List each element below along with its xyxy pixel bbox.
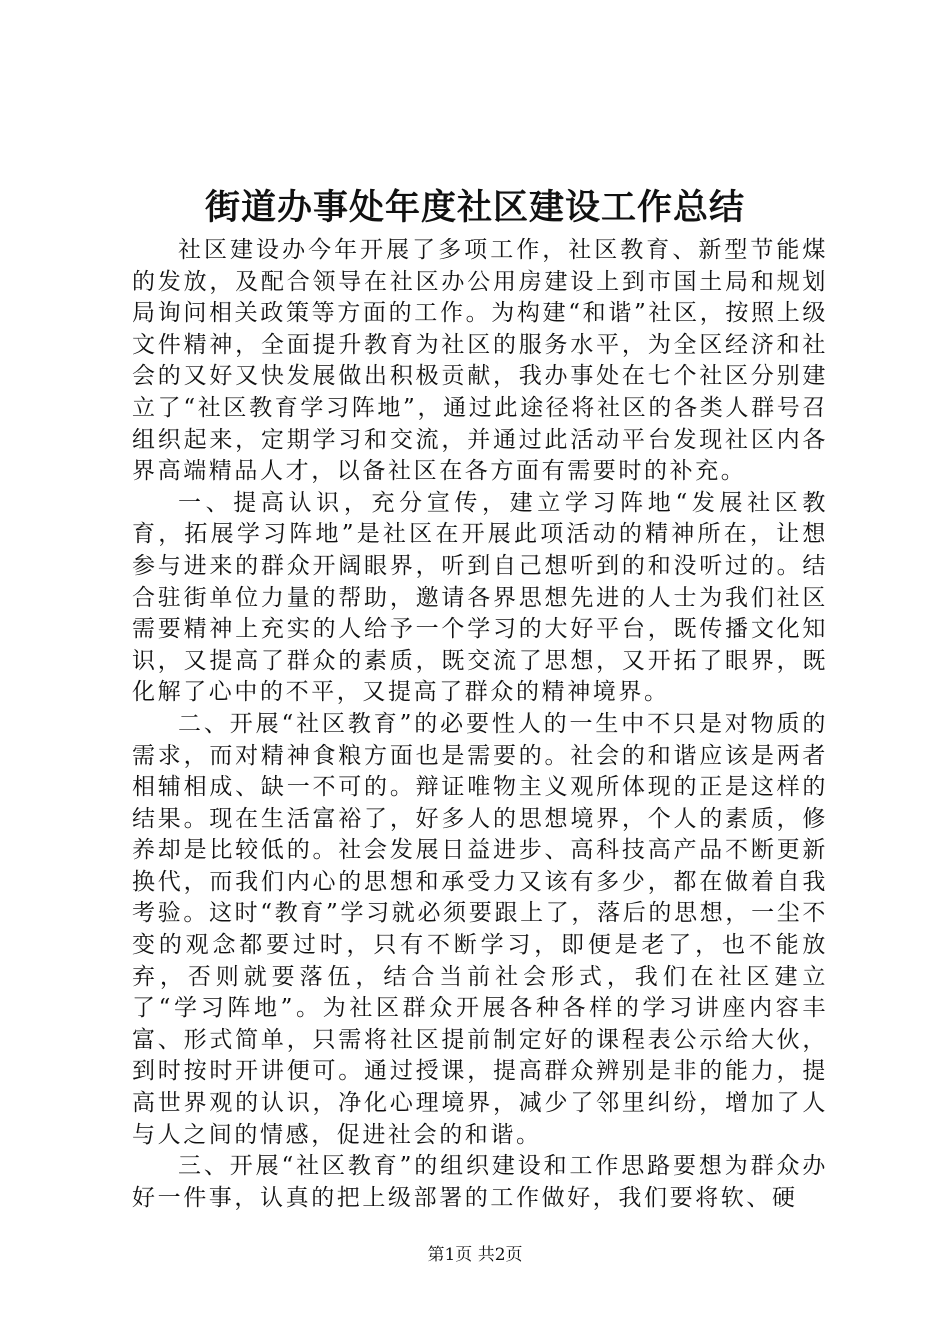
page-number-footer: 第1页 共2页	[427, 1245, 523, 1265]
paragraph-section-1: 一、提高认识，充分宣传，建立学习阵地“发展社区教育，拓展学习阵地”是社区在开展此项活动的精神所在，让想参与进来的群众开阔眼界，听到自己想听到的和没听过的。结合驻街单位力量的帮助，邀请各界思想先进的人士为我们社区需要精神上充实的人给予一个学习的大好平台，既传播文化知识，又提高了群众的素质，既交流了思想，又开拓了眼界，既化解了心中的不平，又提高了群众的精神境界。	[132, 489, 828, 706]
paragraph-section-3: 三、开展“社区教育”的组织建设和工作思路要想为群众办好一件事，认真的把上级部署的工作做好，我们要将软、硬	[132, 1153, 828, 1211]
paragraph-intro: 社区建设办今年开展了多项工作，社区教育、新型节能煤的发放，及配合领导在社区办公用房建设上到市国土局和规划局询问相关政策等方面的工作。为构建“和谐”社区，按照上级文件精神，全面提升教育为社区的服务水平，为全区经济和社会的又好又快发展做出积极贡献，我办事处在七个社区分别建立了“社区教育学习阵地”，通过此途径将社区的各类人群号召组织起来，定期学习和交流，并通过此活动平台发现社区内各界高端精品人才，以备社区在各方面有需要时的补充。	[132, 237, 828, 485]
document-body	[132, 235, 828, 1214]
paragraph-section-2: 二、开展“社区教育”的必要性人的一生中不只是对物质的需求，而对精神食粮方面也是需要的。社会的和谐应该是两者相辅相成、缺一不可的。辩证唯物主义观所体现的正是这样的结果。现在生活富裕了，好多人的思想境界，个人的素质，修养却是比较低的。社会发展日益进步、高科技高产品不断更新换代，而我们内心的思想和承受力又该有多少，都在做着自我考验。这时“教育”学习就必须要跟上了，落后的思想，一尘不变的观念都要过时，只有不断学习，即便是老了，也不能放弃，否则就要落伍，结合当前社会形式，我们在社区建立了“学习阵地”。为社区群众开展各种各样的学习讲座内容丰富、形式简单，只需将社区提前制定好的课程表公示给大伙，到时按时开讲便可。通过授课，提高群众辨别是非的能力，提高世界观的认识，净化心理境界，减少了邻里纠纷，增加了人与人之间的情感，促进社会的和谐。	[132, 710, 828, 1148]
document-title: 街道办事处年度社区建设工作总结	[204, 187, 745, 228]
